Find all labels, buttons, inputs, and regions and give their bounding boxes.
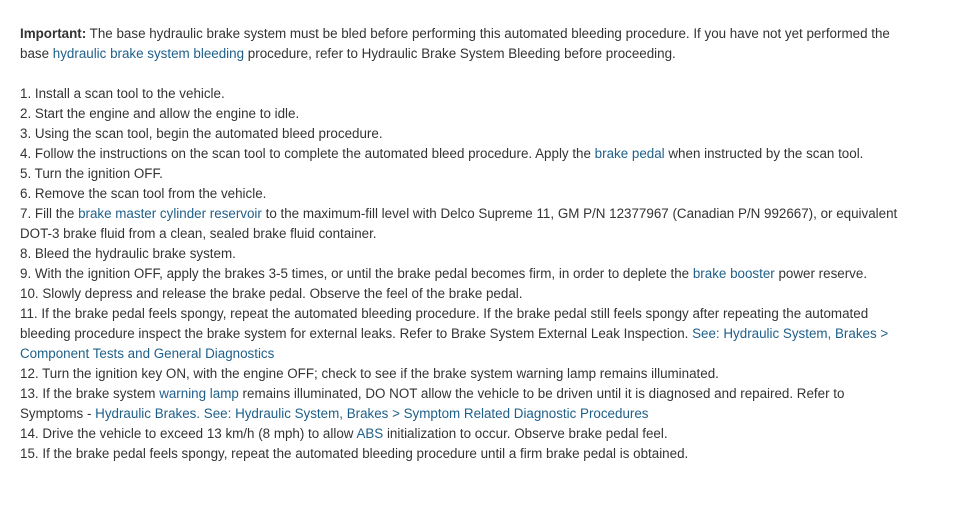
procedure-step bbox=[20, 284, 900, 304]
step-text: If the brake system bbox=[38, 386, 160, 401]
step-text: Fill the bbox=[31, 206, 79, 221]
step-text: Bleed the hydraulic brake system. bbox=[31, 246, 236, 261]
step-number: 1. bbox=[20, 86, 32, 101]
step-number: 5. bbox=[20, 166, 32, 181]
step-number: 4. bbox=[20, 146, 32, 161]
procedure-step bbox=[20, 104, 900, 124]
step-text: If the brake pedal feels spongy, repeat the automated bleeding procedure. If the brake pedal still feels spongy after repeating the automated bleeding procedure inspect the brake system for external leaks. Refer to Brake System External Leak Inspection. bbox=[20, 306, 869, 341]
step-text: With the ignition OFF, apply the brakes 3-5 times, or until the brake pedal becomes firm, in order to deplete the bbox=[31, 266, 693, 281]
procedure-step bbox=[20, 204, 900, 244]
important-text-a: The base hydraulic brake system must be bled before performing this automated bleeding procedure. If you have not yet performed the base bbox=[20, 26, 890, 61]
step-text: Follow the instructions on the scan tool to complete the automated bleed procedure. Apply the bbox=[31, 146, 595, 161]
procedure-step bbox=[20, 424, 900, 444]
step-number: 8. bbox=[20, 246, 32, 261]
step-text: remains illuminated, DO NOT allow the vehicle to be driven until it is diagnosed and repaired. Refer to Symptoms - bbox=[20, 386, 845, 421]
procedure-step bbox=[20, 164, 900, 184]
step-number: 12. bbox=[20, 366, 39, 381]
step-link[interactable]: brake booster bbox=[692, 266, 775, 281]
step-text: Using the scan tool, begin the automated bleed procedure. bbox=[31, 126, 383, 141]
step-text: Start the engine and allow the engine to idle. bbox=[31, 106, 300, 121]
step-number: 15. bbox=[20, 446, 39, 461]
step-link[interactable]: brake master cylinder reservoir bbox=[78, 206, 262, 221]
step-text: to the maximum-fill level with Delco Supreme 11, GM P/N 12377967 (Canadian P/N 992667), or equivalent DOT-3 brake fluid from a clean, sealed brake fluid container. bbox=[20, 206, 898, 241]
important-text-b: procedure, refer to Hydraulic Brake System Bleeding before proceeding. bbox=[244, 46, 676, 61]
step-text: power reserve. bbox=[774, 266, 868, 281]
step-text: initialization to occur. Observe brake pedal feel. bbox=[383, 426, 668, 441]
step-link[interactable]: warning lamp bbox=[159, 386, 239, 401]
step-number: 7. bbox=[20, 206, 32, 221]
step-number: 10. bbox=[20, 286, 39, 301]
step-number: 3. bbox=[20, 126, 32, 141]
procedure-step bbox=[20, 144, 900, 164]
important-label: Important: bbox=[20, 26, 87, 41]
procedure-step bbox=[20, 124, 900, 144]
document-body bbox=[20, 24, 900, 464]
step-text: Slowly depress and release the brake pedal. Observe the feel of the brake pedal. bbox=[38, 286, 523, 301]
step-number: 2. bbox=[20, 106, 32, 121]
procedure-steps-list bbox=[20, 84, 900, 464]
step-link[interactable]: Hydraulic Brakes. See: Hydraulic System, Brakes > Symptom Related Diagnostic Procedures bbox=[95, 406, 649, 421]
procedure-step bbox=[20, 244, 900, 264]
step-text: Turn the ignition OFF. bbox=[31, 166, 163, 181]
step-link[interactable]: See: Hydraulic System, Brakes > Component Tests and General Diagnostics bbox=[20, 326, 889, 361]
step-text: when instructed by the scan tool. bbox=[664, 146, 864, 161]
step-number: 13. bbox=[20, 386, 39, 401]
procedure-step bbox=[20, 84, 900, 104]
step-text: Install a scan tool to the vehicle. bbox=[31, 86, 225, 101]
procedure-step bbox=[20, 364, 900, 384]
procedure-step bbox=[20, 384, 900, 424]
step-number: 11. bbox=[20, 306, 38, 321]
important-note bbox=[20, 24, 900, 64]
step-text: Remove the scan tool from the vehicle. bbox=[31, 186, 267, 201]
step-text: If the brake pedal feels spongy, repeat the automated bleeding procedure until a firm brake pedal is obtained. bbox=[38, 446, 689, 461]
step-text: Turn the ignition key ON, with the engine OFF; check to see if the brake system warning lamp remains illuminated. bbox=[38, 366, 719, 381]
procedure-step bbox=[20, 264, 900, 284]
step-number: 9. bbox=[20, 266, 32, 281]
link-hydraulic-brake-system-bleeding[interactable]: hydraulic brake system bleeding bbox=[52, 46, 245, 61]
procedure-step bbox=[20, 444, 900, 464]
procedure-step bbox=[20, 304, 900, 364]
procedure-step bbox=[20, 184, 900, 204]
step-number: 6. bbox=[20, 186, 32, 201]
step-number: 14. bbox=[20, 426, 39, 441]
step-link[interactable]: brake pedal bbox=[594, 146, 665, 161]
step-text: Drive the vehicle to exceed 13 km/h (8 mph) to allow bbox=[38, 426, 357, 441]
step-link[interactable]: ABS bbox=[356, 426, 384, 441]
